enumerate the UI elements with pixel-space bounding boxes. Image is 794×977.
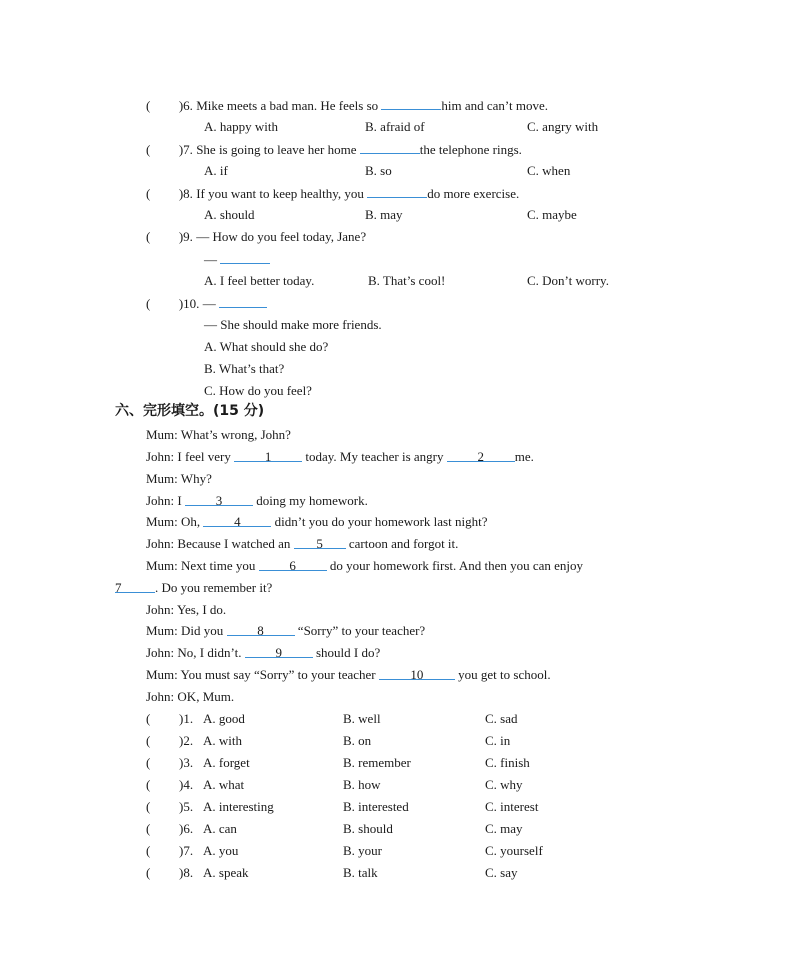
option-b[interactable]: B. on [343,733,372,748]
option-a[interactable]: A. can [203,821,237,836]
cloze-blank-5[interactable]: 5 [294,536,346,549]
cloze-blank-10[interactable]: 10 [379,667,455,680]
answer-paren[interactable]: ( [146,821,151,836]
option-number: )4. [179,777,194,792]
dialogue-line: John: OK, Mum. [146,689,235,704]
dash: — [204,252,217,267]
dialogue-line: John: Yes, I do. [146,602,227,617]
answer-blank[interactable] [367,185,427,198]
option-b[interactable]: B. interested [343,799,409,814]
question-text-end: the telephone rings. [419,142,522,157]
answer-blank[interactable] [360,141,420,154]
option-a[interactable]: A. if [204,163,228,178]
option-b[interactable]: B. afraid of [365,119,425,134]
option-b[interactable]: B. how [343,777,381,792]
option-a[interactable]: A. speak [203,865,249,880]
option-b[interactable]: B. What’s that? [204,361,285,376]
option-c[interactable]: C. in [485,733,511,748]
option-c[interactable]: C. when [527,163,571,178]
question-text: If you want to keep healthy, you [196,186,364,201]
option-b[interactable]: B. That’s cool! [368,273,446,288]
answer-paren[interactable]: ( [146,777,151,792]
option-a[interactable]: A. What should she do? [204,339,329,354]
dialogue-line: John: I 3 doing my homework. [146,493,368,508]
option-a[interactable]: A. what [203,777,245,792]
option-c[interactable]: C. How do you feel? [204,383,312,398]
question-text: She is going to leave her home [196,142,357,157]
dialogue-line: John: Because I watched an 5 cartoon and forgot it. [146,536,459,551]
dialogue-line: Mum: Next time you 6 do your homework first. And then you can enjoy [146,558,584,573]
option-c[interactable]: C. maybe [527,207,577,222]
option-a[interactable]: A. I feel better today. [204,273,315,288]
option-number: )7. [179,843,194,858]
answer-blank[interactable] [220,251,270,264]
answer-paren[interactable]: ( [146,843,151,858]
cloze-blank-8[interactable]: 8 [227,623,295,636]
option-number: )1. [179,711,194,726]
dialogue-line: Mum: What’s wrong, John? [146,427,291,442]
option-number: )8. [179,865,194,880]
answer-paren[interactable]: ( [146,98,151,113]
question-number: )7. [178,142,193,157]
option-a[interactable]: A. good [203,711,245,726]
option-a[interactable]: A. with [203,733,242,748]
option-c[interactable]: C. angry with [527,119,599,134]
answer-paren[interactable]: ( [146,186,151,201]
dialogue-line: 7 . Do you remember it? [115,580,273,595]
option-c[interactable]: C. say [485,865,518,880]
option-number: )3. [179,755,194,770]
option-a[interactable]: A. forget [203,755,250,770]
question-text-end: him and can’t move. [441,98,549,113]
answer-paren[interactable]: ( [146,229,151,244]
answer-paren[interactable]: ( [146,142,151,157]
cloze-blank-6[interactable]: 6 [259,558,327,571]
dialogue-line: John: No, I didn’t. 9 should I do? [146,645,381,660]
option-b[interactable]: B. should [343,821,393,836]
option-c[interactable]: C. sad [485,711,518,726]
cloze-blank-7[interactable]: 7 [115,580,155,593]
reply-text: — She should make more friends. [204,317,382,332]
option-c[interactable]: C. finish [485,755,530,770]
question-number: )8. [178,186,193,201]
answer-paren[interactable]: ( [146,755,151,770]
question-text-end: do more exercise. [427,186,520,201]
dialogue-line: Mum: You must say “Sorry” to your teacher 10 you get to school. [146,667,551,682]
question-number: )9. [178,229,193,244]
question-number: )6. [178,98,193,113]
option-a[interactable]: A. you [203,843,239,858]
answer-paren[interactable]: ( [146,296,151,311]
cloze-blank-1[interactable]: 1 [234,449,302,462]
answer-paren[interactable]: ( [146,711,151,726]
option-c[interactable]: C. yourself [485,843,543,858]
option-c[interactable]: C. interest [485,799,539,814]
option-c[interactable]: C. may [485,821,523,836]
question-text: Mike meets a bad man. He feels so [196,98,379,113]
option-number: )6. [179,821,194,836]
option-c[interactable]: C. Don’t worry. [527,273,609,288]
option-b[interactable]: B. your [343,843,382,858]
option-number: )5. [179,799,194,814]
option-b[interactable]: B. so [365,163,392,178]
cloze-blank-9[interactable]: 9 [245,645,313,658]
option-a[interactable]: A. should [204,207,255,222]
option-b[interactable]: B. remember [343,755,411,770]
option-a[interactable]: A. interesting [203,799,274,814]
answer-blank[interactable] [381,97,441,110]
option-number: )2. [179,733,194,748]
dialogue-line: John: I feel very 1 today. My teacher is angry 2 me. [146,449,534,464]
answer-paren[interactable]: ( [146,799,151,814]
dialogue-line: Mum: Did you 8 “Sorry” to your teacher? [146,623,426,638]
section-title: 六、完形填空。(15 分) [115,403,265,419]
answer-paren[interactable]: ( [146,733,151,748]
option-c[interactable]: C. why [485,777,523,792]
dialogue-line: Mum: Why? [146,471,212,486]
option-b[interactable]: B. well [343,711,381,726]
cloze-blank-4[interactable]: 4 [203,514,271,527]
cloze-blank-3[interactable]: 3 [185,493,253,506]
cloze-blank-2[interactable]: 2 [447,449,515,462]
question-number: )10. [178,296,200,311]
option-b[interactable]: B. may [365,207,403,222]
option-a[interactable]: A. happy with [204,119,279,134]
answer-paren[interactable]: ( [146,865,151,880]
answer-blank[interactable] [219,295,267,308]
question-text: — How do you feel today, Jane? [196,229,367,244]
option-b[interactable]: B. talk [343,865,378,880]
dialogue-line: Mum: Oh, 4 didn’t you do your homework last night? [146,514,488,529]
question-text: — [202,296,216,311]
